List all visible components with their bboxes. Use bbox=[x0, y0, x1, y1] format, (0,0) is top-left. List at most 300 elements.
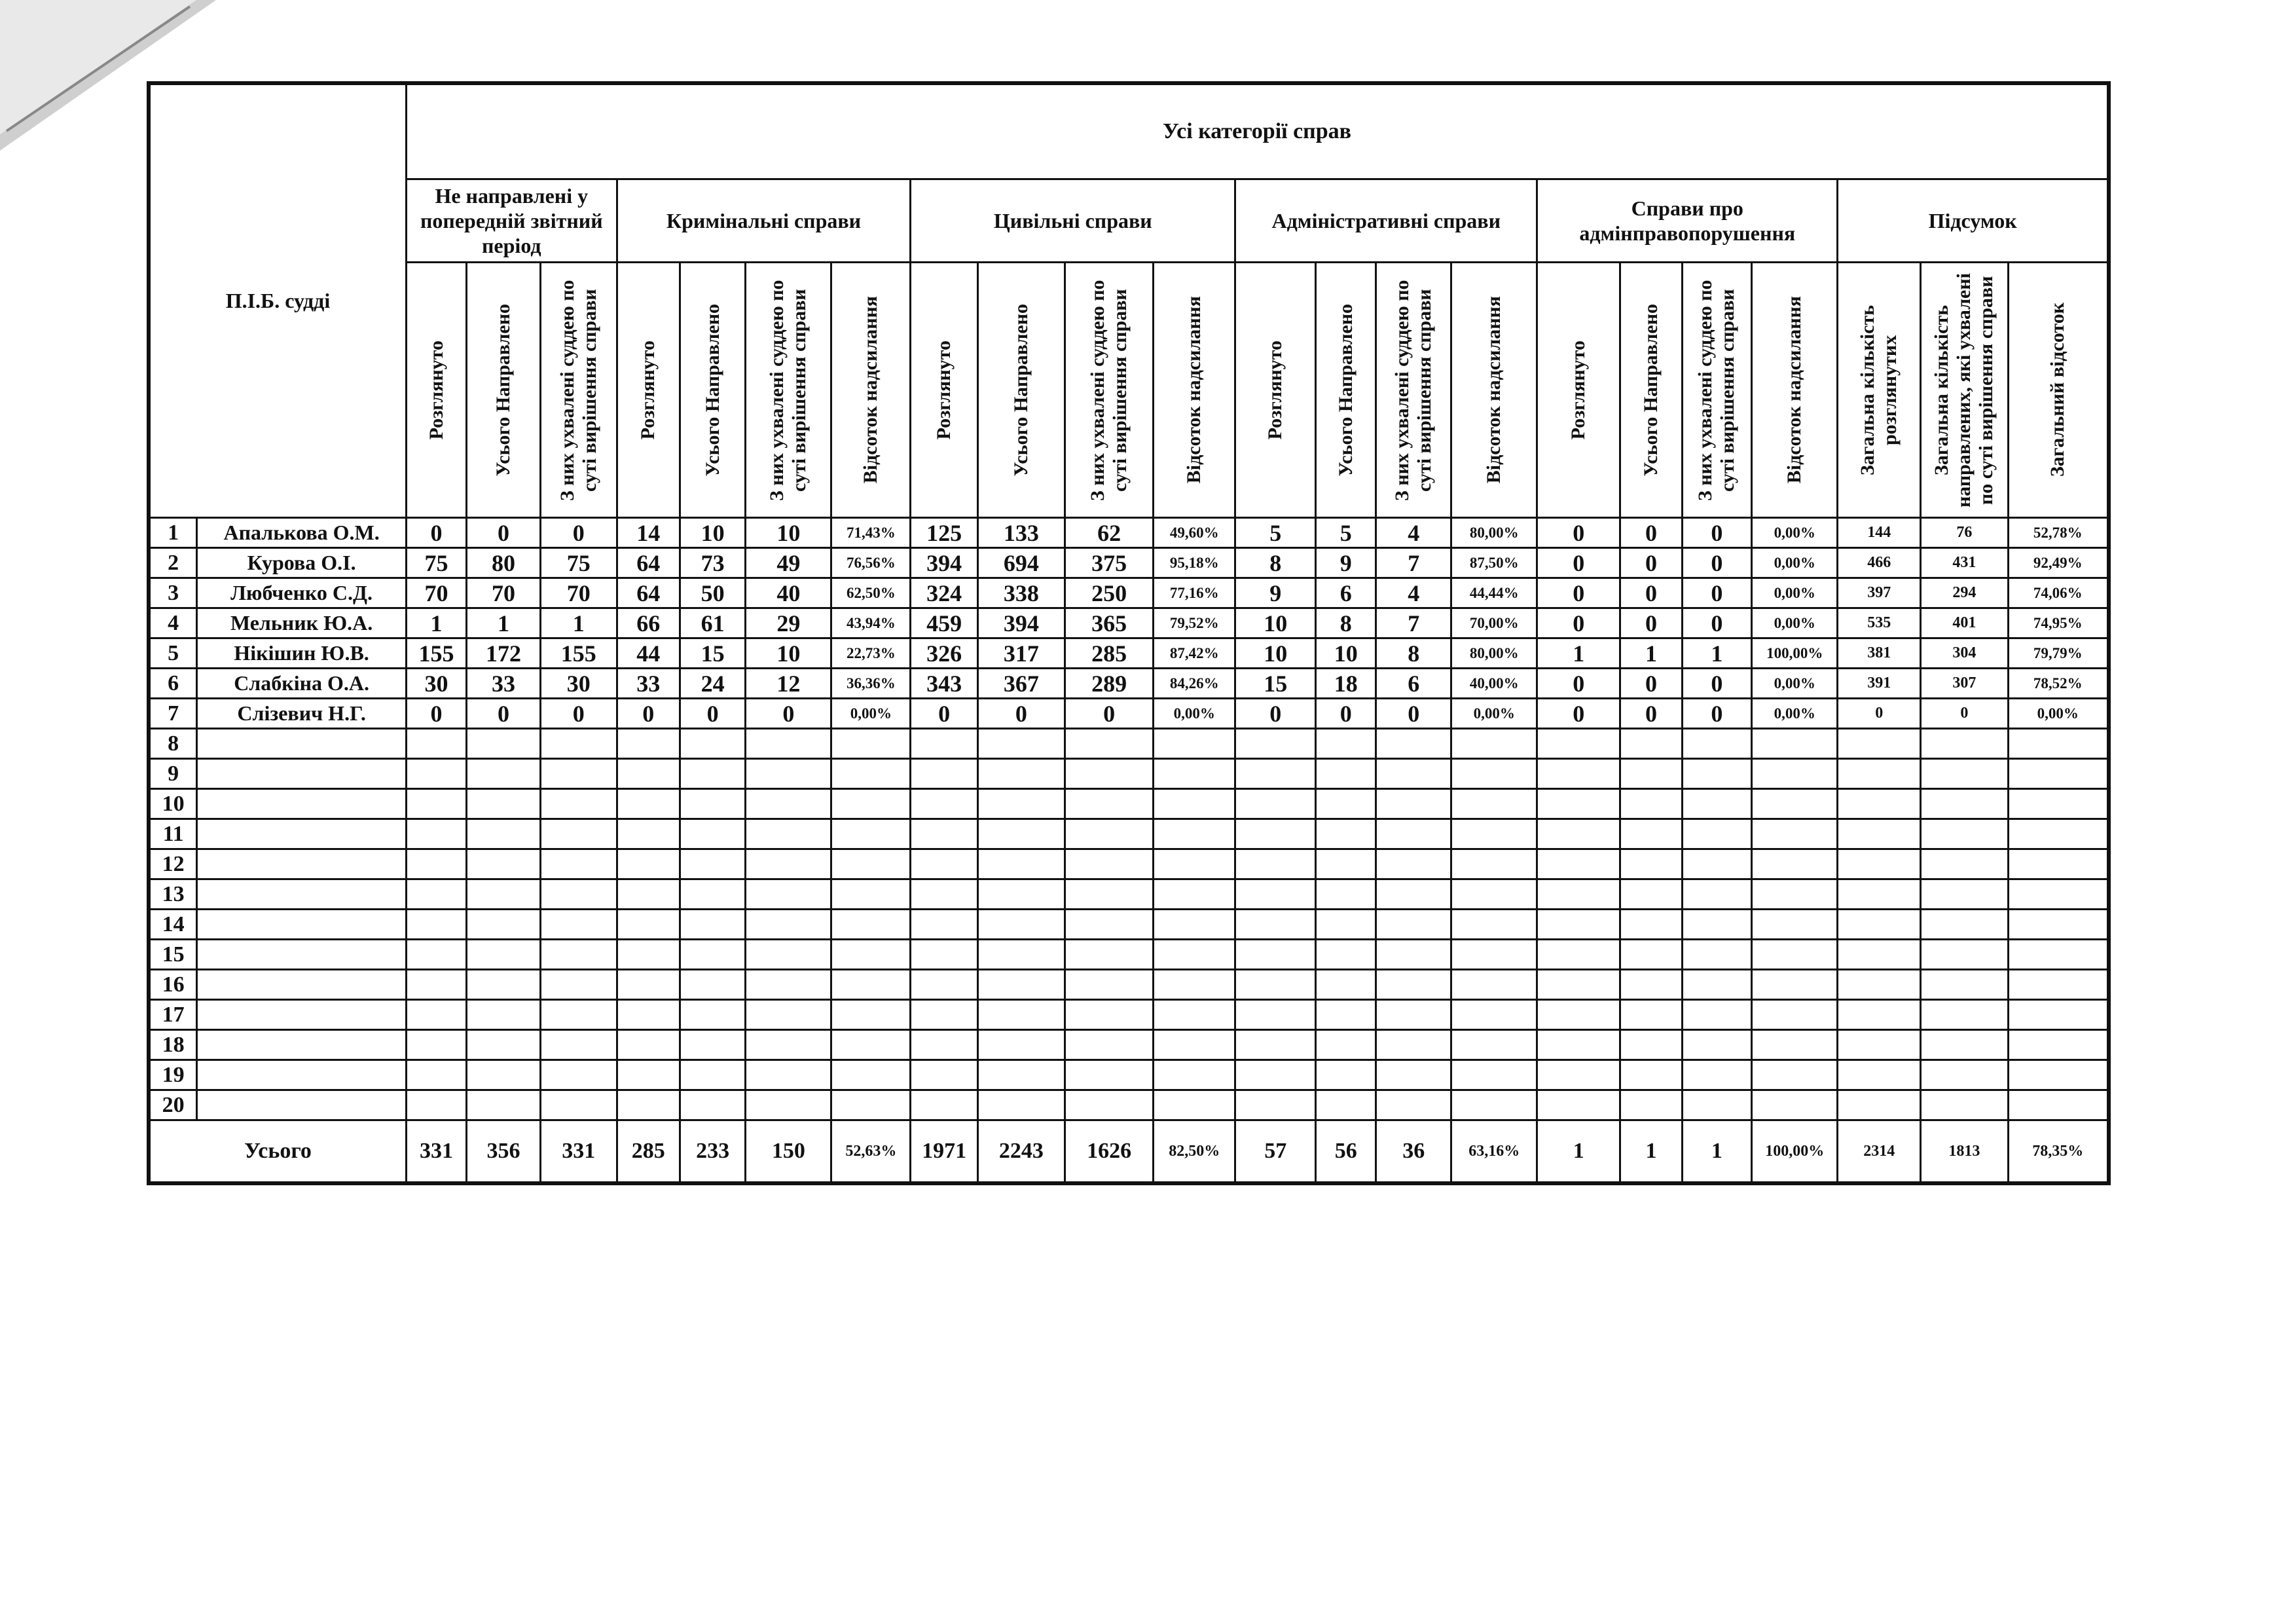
table-cell: 0 bbox=[617, 699, 680, 729]
table-cell bbox=[1065, 940, 1154, 970]
table-cell: 535 bbox=[1838, 608, 1921, 638]
table-cell: 8 bbox=[1316, 608, 1376, 638]
table-cell: 401 bbox=[1921, 608, 2008, 638]
table-cell: 0 bbox=[1537, 669, 1620, 699]
table-cell bbox=[1065, 729, 1154, 759]
table-cell: 0 bbox=[1620, 669, 1682, 699]
table-cell bbox=[911, 910, 977, 940]
table-cell bbox=[540, 819, 617, 849]
table-cell bbox=[540, 759, 617, 789]
table-cell: 144 bbox=[1838, 518, 1921, 548]
table-cell bbox=[911, 759, 977, 789]
table-cell: 0 bbox=[1620, 608, 1682, 638]
table-cell bbox=[1154, 789, 1235, 819]
table-cell bbox=[831, 789, 911, 819]
judge-name bbox=[197, 789, 407, 819]
table-cell bbox=[1620, 1000, 1682, 1030]
table-cell bbox=[617, 940, 680, 970]
table-cell bbox=[406, 1030, 466, 1060]
table-cell bbox=[1316, 849, 1376, 879]
table-cell bbox=[1620, 789, 1682, 819]
total-cell: 285 bbox=[617, 1120, 680, 1184]
table-cell: 133 bbox=[977, 518, 1065, 548]
table-cell bbox=[831, 879, 911, 910]
table-cell bbox=[1921, 1030, 2008, 1060]
table-cell bbox=[680, 970, 745, 1000]
row-number: 10 bbox=[149, 789, 197, 819]
table-cell bbox=[911, 1090, 977, 1120]
table-cell: 0 bbox=[1537, 699, 1620, 729]
table-cell: 49 bbox=[746, 548, 831, 578]
table-cell: 326 bbox=[911, 638, 977, 669]
table-cell: 87,50% bbox=[1451, 548, 1537, 578]
table-row bbox=[149, 1000, 2109, 1030]
total-cell: 331 bbox=[540, 1120, 617, 1184]
table-cell bbox=[680, 789, 745, 819]
judge-name bbox=[197, 759, 407, 789]
table-cell: 0,00% bbox=[831, 699, 911, 729]
table-row bbox=[149, 729, 2109, 759]
table-cell: 52,78% bbox=[2008, 518, 2109, 548]
table-cell: 289 bbox=[1065, 669, 1154, 699]
table-cell bbox=[1154, 940, 1235, 970]
table-cell bbox=[1235, 759, 1316, 789]
table-cell: 1 bbox=[540, 608, 617, 638]
table-cell bbox=[1154, 849, 1235, 879]
judge-name: Слабкіна О.А. bbox=[197, 669, 407, 699]
table-cell bbox=[1752, 789, 1838, 819]
table-cell bbox=[467, 1090, 541, 1120]
table-cell: 8 bbox=[1376, 638, 1451, 669]
table-cell bbox=[617, 1030, 680, 1060]
table-cell: 22,73% bbox=[831, 638, 911, 669]
row-number: 6 bbox=[149, 669, 197, 699]
table-cell bbox=[1451, 1030, 1537, 1060]
table-cell bbox=[1752, 849, 1838, 879]
table-cell bbox=[1838, 849, 1921, 879]
table-cell: 250 bbox=[1065, 578, 1154, 608]
group-header-administrative: Адміністративні справи bbox=[1235, 179, 1537, 263]
total-cell: 36 bbox=[1376, 1120, 1451, 1184]
table-row bbox=[149, 669, 2109, 699]
table-cell: 9 bbox=[1316, 548, 1376, 578]
judges-statistics-table bbox=[147, 81, 2111, 1185]
judge-name bbox=[197, 910, 407, 940]
table-cell bbox=[977, 970, 1065, 1000]
table-cell bbox=[1316, 1060, 1376, 1090]
table-cell bbox=[1838, 759, 1921, 789]
table-cell bbox=[1316, 819, 1376, 849]
table-cell bbox=[406, 910, 466, 940]
table-cell bbox=[1921, 849, 2008, 879]
table-row bbox=[149, 849, 2109, 879]
table-cell bbox=[1838, 879, 1921, 910]
table-cell bbox=[1682, 759, 1752, 789]
table-cell: 0 bbox=[406, 518, 466, 548]
table-cell: 87,42% bbox=[1154, 638, 1235, 669]
table-cell: 7 bbox=[1376, 548, 1451, 578]
table-cell bbox=[977, 1060, 1065, 1090]
table-cell: 6 bbox=[1376, 669, 1451, 699]
table-cell: 431 bbox=[1921, 548, 2008, 578]
table-cell bbox=[1620, 970, 1682, 1000]
column-header-criminal-0 bbox=[617, 263, 680, 518]
table-cell bbox=[1451, 819, 1537, 849]
table-cell bbox=[1065, 910, 1154, 940]
table-cell bbox=[1154, 910, 1235, 940]
table-cell: 100,00% bbox=[1752, 638, 1838, 669]
table-cell: 15 bbox=[680, 638, 745, 669]
table-cell: 0 bbox=[467, 518, 541, 548]
table-cell: 155 bbox=[406, 638, 466, 669]
table-cell bbox=[680, 849, 745, 879]
table-cell: 75 bbox=[406, 548, 466, 578]
table-cell: 0,00% bbox=[1154, 699, 1235, 729]
table-cell bbox=[467, 970, 541, 1000]
table-cell bbox=[1620, 1090, 1682, 1120]
table-cell bbox=[1682, 729, 1752, 759]
row-number: 13 bbox=[149, 879, 197, 910]
table-cell: 1 bbox=[1537, 638, 1620, 669]
table-cell: 10 bbox=[1235, 638, 1316, 669]
table-cell bbox=[831, 1000, 911, 1030]
total-cell: 233 bbox=[680, 1120, 745, 1184]
table-cell bbox=[1235, 729, 1316, 759]
table-cell bbox=[746, 1060, 831, 1090]
table-cell: 8 bbox=[1235, 548, 1316, 578]
column-header-not-sent-1 bbox=[467, 263, 541, 518]
table-cell bbox=[1316, 789, 1376, 819]
column-header-label: З них ухвалені суддею по суті вирішення справи bbox=[766, 279, 811, 501]
table-row bbox=[149, 518, 2109, 548]
table-cell: 73 bbox=[680, 548, 745, 578]
table-cell bbox=[746, 1030, 831, 1060]
table-cell bbox=[1752, 970, 1838, 1000]
table-cell bbox=[1752, 759, 1838, 789]
table-cell: 397 bbox=[1838, 578, 1921, 608]
table-cell: 33 bbox=[467, 669, 541, 699]
table-cell: 0 bbox=[977, 699, 1065, 729]
column-header-administrative-2 bbox=[1376, 263, 1451, 518]
table-row bbox=[149, 1030, 2109, 1060]
column-header-not-sent-2 bbox=[540, 263, 617, 518]
table-cell bbox=[1316, 1030, 1376, 1060]
column-header-label: Загальна кількість розглянутих bbox=[1857, 304, 1901, 475]
table-cell: 367 bbox=[977, 669, 1065, 699]
table-cell: 155 bbox=[540, 638, 617, 669]
table-cell bbox=[831, 1090, 911, 1120]
table-cell bbox=[2008, 1060, 2109, 1090]
table-cell: 66 bbox=[617, 608, 680, 638]
column-header-label: Усього Направлено bbox=[1639, 303, 1662, 477]
table-cell bbox=[746, 759, 831, 789]
column-header-administrative-1 bbox=[1316, 263, 1376, 518]
table-cell bbox=[1537, 789, 1620, 819]
table-cell bbox=[680, 819, 745, 849]
table-cell bbox=[406, 1000, 466, 1030]
row-number: 4 bbox=[149, 608, 197, 638]
table-cell bbox=[467, 819, 541, 849]
table-cell bbox=[1921, 1090, 2008, 1120]
table-cell bbox=[1065, 819, 1154, 849]
table-cell bbox=[1154, 1060, 1235, 1090]
table-cell: 5 bbox=[1235, 518, 1316, 548]
table-cell bbox=[1376, 1000, 1451, 1030]
table-cell bbox=[467, 789, 541, 819]
table-cell bbox=[2008, 819, 2109, 849]
table-cell: 0,00% bbox=[1752, 548, 1838, 578]
table-cell bbox=[1682, 819, 1752, 849]
table-cell: 0 bbox=[540, 699, 617, 729]
table-cell bbox=[1376, 879, 1451, 910]
column-header-label: Усього Направлено bbox=[1010, 303, 1032, 477]
table-cell bbox=[1451, 910, 1537, 940]
table-cell bbox=[1921, 970, 2008, 1000]
table-cell bbox=[977, 879, 1065, 910]
column-header-civil-0 bbox=[911, 263, 977, 518]
total-cell: 1626 bbox=[1065, 1120, 1154, 1184]
table-cell bbox=[831, 970, 911, 1000]
row-number: 8 bbox=[149, 729, 197, 759]
table-cell: 1 bbox=[1682, 638, 1752, 669]
table-cell: 30 bbox=[406, 669, 466, 699]
column-header-civil-2 bbox=[1065, 263, 1154, 518]
table-cell bbox=[2008, 729, 2109, 759]
judge-name bbox=[197, 879, 407, 910]
table-cell bbox=[680, 940, 745, 970]
table-row bbox=[149, 638, 2109, 669]
table-cell bbox=[617, 1060, 680, 1090]
table-cell: 0 bbox=[746, 699, 831, 729]
table-cell: 80,00% bbox=[1451, 638, 1537, 669]
table-cell bbox=[1065, 849, 1154, 879]
column-header-criminal-1 bbox=[680, 263, 745, 518]
table-cell bbox=[617, 759, 680, 789]
judge-name bbox=[197, 729, 407, 759]
table-cell: 1 bbox=[467, 608, 541, 638]
table-cell: 44,44% bbox=[1451, 578, 1537, 608]
table-cell bbox=[1451, 940, 1537, 970]
table-cell: 0,00% bbox=[1451, 699, 1537, 729]
table-cell bbox=[1921, 940, 2008, 970]
table-cell: 0 bbox=[1682, 548, 1752, 578]
table-cell bbox=[1451, 1090, 1537, 1120]
column-header-administrative-0 bbox=[1235, 263, 1316, 518]
total-label: Усього bbox=[149, 1120, 406, 1184]
total-cell: 2243 bbox=[977, 1120, 1065, 1184]
table-cell bbox=[1451, 1000, 1537, 1030]
row-number: 11 bbox=[149, 819, 197, 849]
column-header-label: Усього Направлено bbox=[701, 303, 723, 477]
table-cell bbox=[1235, 849, 1316, 879]
table-cell bbox=[467, 910, 541, 940]
table-cell bbox=[1838, 819, 1921, 849]
table-cell bbox=[467, 759, 541, 789]
table-cell bbox=[2008, 910, 2109, 940]
table-cell: 0 bbox=[1682, 518, 1752, 548]
table-cell bbox=[1682, 879, 1752, 910]
table-cell: 9 bbox=[1235, 578, 1316, 608]
table-cell bbox=[1235, 940, 1316, 970]
table-cell bbox=[977, 759, 1065, 789]
judge-name: Слізевич Н.Г. bbox=[197, 699, 407, 729]
table-cell bbox=[617, 1090, 680, 1120]
table-cell bbox=[1065, 789, 1154, 819]
judge-name bbox=[197, 1000, 407, 1030]
table-cell bbox=[1316, 1090, 1376, 1120]
table-cell: 80 bbox=[467, 548, 541, 578]
table-cell: 50 bbox=[680, 578, 745, 608]
table-cell bbox=[1154, 879, 1235, 910]
table-cell bbox=[911, 1060, 977, 1090]
table-cell bbox=[746, 849, 831, 879]
table-cell bbox=[540, 970, 617, 1000]
table-cell: 70 bbox=[540, 578, 617, 608]
table-cell bbox=[1065, 1030, 1154, 1060]
table-cell bbox=[1838, 910, 1921, 940]
table-cell: 70 bbox=[406, 578, 466, 608]
table-cell bbox=[1838, 729, 1921, 759]
table-cell bbox=[1682, 1000, 1752, 1030]
table-cell bbox=[406, 819, 466, 849]
table-cell bbox=[1620, 1030, 1682, 1060]
table-cell: 0 bbox=[680, 699, 745, 729]
table-cell bbox=[1620, 879, 1682, 910]
table-cell bbox=[1620, 729, 1682, 759]
table-cell: 0 bbox=[1682, 608, 1752, 638]
row-number: 20 bbox=[149, 1090, 197, 1120]
table-cell: 172 bbox=[467, 638, 541, 669]
table-cell: 394 bbox=[977, 608, 1065, 638]
column-header-label: З них ухвалені суддею по суті вирішення справи bbox=[1391, 279, 1436, 501]
column-header-label: Відсоток надсилання bbox=[1483, 296, 1505, 484]
table-cell bbox=[831, 1060, 911, 1090]
table-cell bbox=[1376, 789, 1451, 819]
group-header-not-sent: Не направлені у попередній звітний період bbox=[406, 179, 617, 263]
table-cell bbox=[406, 849, 466, 879]
table-cell bbox=[1065, 1060, 1154, 1090]
column-header-summary-2 bbox=[2008, 263, 2109, 518]
table-cell bbox=[617, 910, 680, 940]
table-cell: 0 bbox=[1235, 699, 1316, 729]
table-cell: 0 bbox=[1921, 699, 2008, 729]
table-cell bbox=[1537, 729, 1620, 759]
total-cell: 1 bbox=[1620, 1120, 1682, 1184]
table-cell bbox=[1537, 970, 1620, 1000]
table-cell bbox=[1752, 940, 1838, 970]
table-cell bbox=[1154, 1090, 1235, 1120]
table-cell bbox=[1451, 849, 1537, 879]
table-cell bbox=[746, 1090, 831, 1120]
table-cell: 375 bbox=[1065, 548, 1154, 578]
table-cell: 18 bbox=[1316, 669, 1376, 699]
total-cell: 78,35% bbox=[2008, 1120, 2109, 1184]
table-cell: 95,18% bbox=[1154, 548, 1235, 578]
table-cell bbox=[746, 729, 831, 759]
table-cell bbox=[1921, 759, 2008, 789]
table-cell bbox=[977, 1030, 1065, 1060]
table-row bbox=[149, 548, 2109, 578]
column-header-label: Розглянуто bbox=[425, 340, 447, 440]
total-cell: 1 bbox=[1537, 1120, 1620, 1184]
group-header-civil: Цивільні справи bbox=[911, 179, 1235, 263]
row-number: 19 bbox=[149, 1060, 197, 1090]
row-number: 14 bbox=[149, 910, 197, 940]
table-cell bbox=[1451, 970, 1537, 1000]
table-cell bbox=[1682, 910, 1752, 940]
table-cell bbox=[406, 789, 466, 819]
table-cell bbox=[911, 819, 977, 849]
total-cell: 82,50% bbox=[1154, 1120, 1235, 1184]
table-cell bbox=[1154, 819, 1235, 849]
table-cell: 694 bbox=[977, 548, 1065, 578]
table-cell: 338 bbox=[977, 578, 1065, 608]
table-cell bbox=[1838, 1000, 1921, 1030]
table-cell bbox=[2008, 759, 2109, 789]
table-cell: 0 bbox=[1682, 699, 1752, 729]
table-cell bbox=[1065, 1090, 1154, 1120]
table-cell: 125 bbox=[911, 518, 977, 548]
total-cell: 57 bbox=[1235, 1120, 1316, 1184]
table-cell bbox=[977, 849, 1065, 879]
table-cell: 43,94% bbox=[831, 608, 911, 638]
table-cell bbox=[1316, 940, 1376, 970]
table-cell bbox=[617, 729, 680, 759]
table-cell: 343 bbox=[911, 669, 977, 699]
table-cell bbox=[977, 729, 1065, 759]
table-cell bbox=[1376, 1060, 1451, 1090]
table-row bbox=[149, 879, 2109, 910]
table-cell bbox=[617, 879, 680, 910]
total-cell: 150 bbox=[746, 1120, 831, 1184]
table-cell bbox=[680, 1090, 745, 1120]
table-cell bbox=[1154, 970, 1235, 1000]
table-row bbox=[149, 940, 2109, 970]
column-header-administrative-3 bbox=[1451, 263, 1537, 518]
table-cell bbox=[2008, 879, 2109, 910]
table-cell bbox=[1376, 819, 1451, 849]
table-cell bbox=[540, 729, 617, 759]
total-cell: 100,00% bbox=[1752, 1120, 1838, 1184]
table-cell: 0 bbox=[1682, 578, 1752, 608]
table-cell bbox=[1921, 910, 2008, 940]
table-cell bbox=[1921, 1000, 2008, 1030]
table-cell: 24 bbox=[680, 669, 745, 699]
table-cell bbox=[1376, 729, 1451, 759]
column-header-admin-offenses-2 bbox=[1682, 263, 1752, 518]
table-cell: 64 bbox=[617, 578, 680, 608]
column-header-summary-0 bbox=[1838, 263, 1921, 518]
table-cell bbox=[1154, 1030, 1235, 1060]
table-cell bbox=[746, 940, 831, 970]
table-cell: 304 bbox=[1921, 638, 2008, 669]
total-cell: 63,16% bbox=[1451, 1120, 1537, 1184]
table-cell: 62 bbox=[1065, 518, 1154, 548]
row-number: 12 bbox=[149, 849, 197, 879]
table-cell: 74,95% bbox=[2008, 608, 2109, 638]
table-cell bbox=[680, 1060, 745, 1090]
table-cell bbox=[467, 1000, 541, 1030]
table-cell bbox=[746, 819, 831, 849]
table-cell bbox=[1537, 759, 1620, 789]
table-cell: 61 bbox=[680, 608, 745, 638]
table-cell bbox=[831, 910, 911, 940]
table-cell bbox=[617, 819, 680, 849]
table-cell bbox=[540, 849, 617, 879]
table-cell: 0 bbox=[1620, 518, 1682, 548]
table-cell bbox=[2008, 940, 2109, 970]
group-header-criminal: Кримінальні справи bbox=[617, 179, 911, 263]
